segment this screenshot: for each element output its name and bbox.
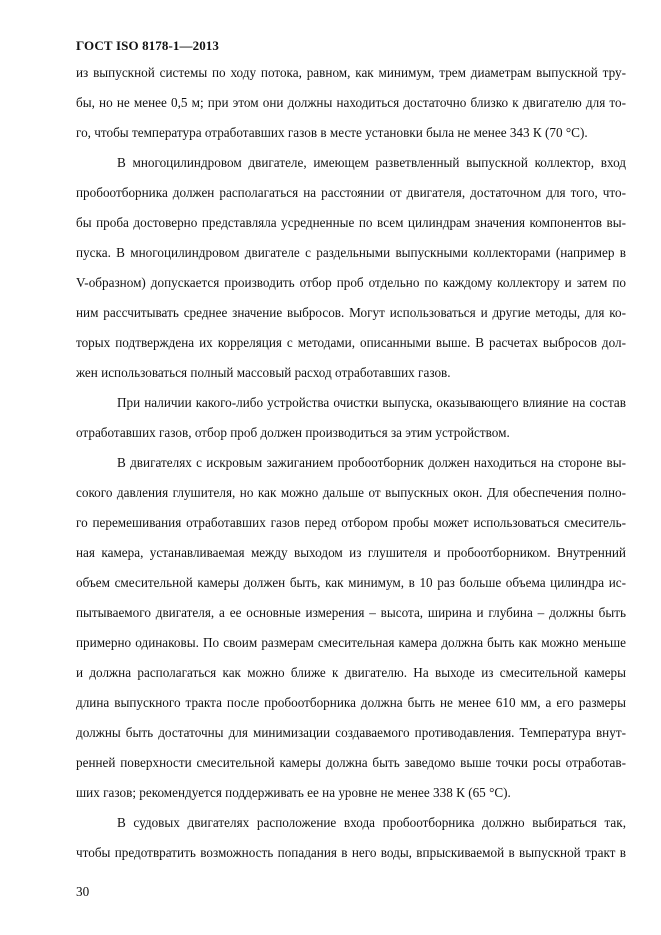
text-line: бы проба достоверно представляла усредненные по всем цилиндрам значения компонентов вы- (76, 215, 626, 230)
text-line: пытываемого двигателя, а ее основные измерения – высота, ширина и глубина – должны быть (76, 605, 626, 620)
text-line: При наличии какого-либо устройства очистки выпуска, оказывающего влияние на состав (117, 395, 626, 410)
text-line: из выпускной системы по ходу потока, равном, как минимум, трем диаметрам выпускной тру- (76, 65, 626, 80)
text-line: В судовых двигателях расположение входа пробоотборника должно выбираться так, (117, 815, 626, 830)
text-line: пуска. В многоцилиндровом двигателе с раздельными выпускными коллекторами (например в (76, 245, 626, 260)
text-line: объем смесительной камеры должен быть, как минимум, в 10 раз больше объема цилиндра ис- (76, 575, 626, 590)
text-line: отработавших газов, отбор проб должен производиться за этим устройством. (76, 425, 510, 440)
text-line: длина выпускного тракта после пробоотборника должна быть не менее 610 мм, а его размеры (76, 695, 626, 710)
text-line: должны быть достаточны для минимизации создаваемого противодавления. Температура внут- (76, 725, 626, 740)
document-header: ГОСТ ISO 8178-1—2013 (76, 38, 220, 53)
text-line: ная камера, устанавливаемая между выходом из глушителя и пробоотборником. Внутренний (76, 545, 626, 560)
page-number: 30 (76, 884, 90, 899)
document-body (76, 58, 626, 868)
text-line: чтобы предотвратить возможность попадания в него воды, впрыскиваемой в выпускной тракт в (76, 845, 626, 860)
text-line: ренней поверхности смесительной камеры должна быть заведомо выше точки росы отработав- (76, 755, 626, 770)
text-line: примерно одинаковы. По своим размерам смесительная камера должна быть как можно меньше (76, 635, 626, 650)
text-line: В двигателях с искровым зажиганием пробоотборник должен находиться на стороне вы- (117, 455, 626, 470)
text-line: торых подтверждена их корреляция с методами, описанными выше. В расчетах выбросов дол- (76, 335, 626, 350)
text-line: го, чтобы температура отработавших газов в месте установки была не менее 343 К (70 °С). (76, 125, 588, 140)
text-line: V-образном) допускается производить отбор проб отдельно по каждому коллектору и затем по (76, 275, 626, 290)
text-line: В многоцилиндровом двигателе, имеющем разветвленный выпускной коллектор, вход (117, 155, 626, 170)
text-line: го перемешивания отработавших газов перед отбором пробы может использоваться смеситель- (76, 515, 626, 530)
text-line: ших газов; рекомендуется поддерживать ее на уровне не менее 338 К (65 °С). (76, 785, 511, 800)
text-line: ним рассчитывать среднее значение выбросов. Могут использоваться и другие методы, для ко- (76, 305, 626, 320)
text-line: бы, но не менее 0,5 м; при этом они должны находиться достаточно близко к двигателю для то- (76, 95, 626, 110)
text-line: жен использоваться полный массовый расход отработавших газов. (76, 365, 451, 380)
text-line: сокого давления глушителя, но как можно дальше от выпускных окон. Для обеспечения полно- (76, 485, 626, 500)
text-line: и должна располагаться как можно ближе к двигателю. На выходе из смесительной камеры (76, 665, 626, 680)
text-line: пробоотборника должен располагаться на расстоянии от двигателя, достаточном для того, что- (76, 185, 626, 200)
